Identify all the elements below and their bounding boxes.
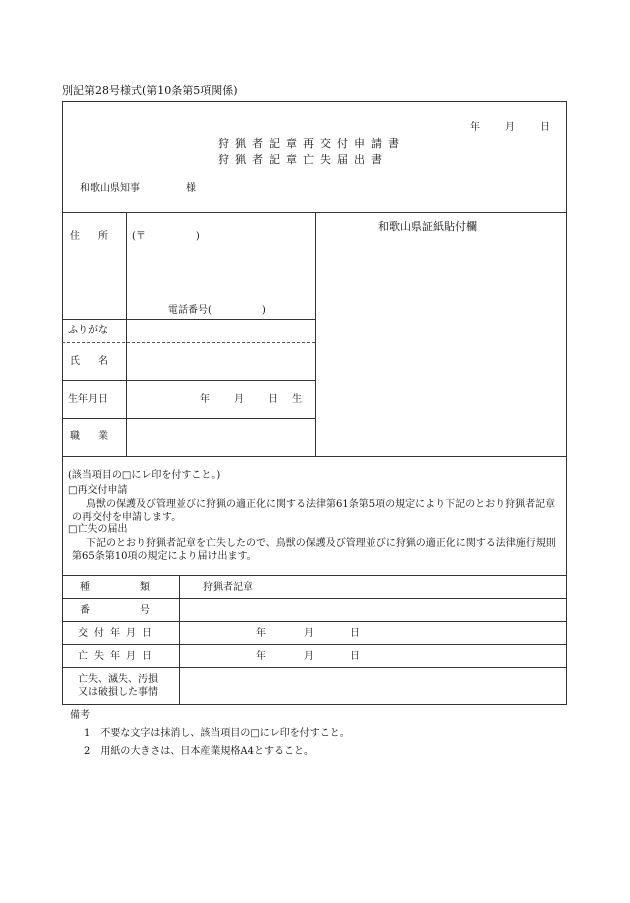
occupation-label: 職 業 [70,431,112,442]
number-label: 番 号 [80,605,170,616]
divider-number [62,621,567,622]
stamp-area-label: 和歌山県証紙貼付欄 [378,220,477,233]
addressee-honorific: 様 [186,183,196,194]
birth-year: 年 [200,394,210,405]
instruction-note: (該当項目の□にレ印を付すこと。) [68,470,221,481]
remark-item: 2 用紙の大きさは、日本産業規格A4とすること。 [84,746,314,757]
loss-date-label: 亡失年月日 [78,651,158,662]
circumstance-label-line2: 又は破損した事情 [78,687,158,698]
name-label: 氏 名 [70,356,112,367]
divider-stamp-column [315,212,316,456]
title-reissue: 狩猟者記章再交付申請書 [218,137,405,150]
form-number-label: 別記第28号様式(第10条第5項関係) [62,84,238,97]
birth-suffix: 生 [292,394,302,405]
divider-loss [62,667,567,668]
divider-furigana [62,342,315,343]
reissue-text: 鳥獣の保護及び管理並びに狩猟の適正化に関する法律第61条第5項の規定により下記のとおり狩猟者記章の再交付を申請します。 [72,499,556,523]
circumstance-label-line1: 亡失、滅失、汚損 [78,674,158,685]
loss-text: 下記のとおり狩猟者記章を亡失したので、鳥獣の保護及び管理並びに狩猟の適正化に関する法律施行規則第65条第10項の規定により届け出ます。 [72,538,556,562]
address-label: 住 所 [70,231,112,242]
divider-birth [62,418,315,419]
date-year: 年 [470,122,480,133]
phone-number: 電話番号( ) [168,305,266,316]
furigana-label: ふりがな [68,325,108,336]
issue-date-label: 交付年月日 [78,628,158,639]
reissue-checkbox-label[interactable]: □再交付申請 [68,485,128,496]
kind-label: 種 類 [80,582,170,593]
divider-issue [62,644,567,645]
kind-value: 狩猟者記章 [203,582,253,593]
birth-day: 日 [268,394,278,405]
date-month: 月 [505,122,515,133]
remark-item: 1 不要な文字は抹消し、該当項目の□にレ印を付すこと。 [84,728,350,739]
birth-month: 月 [234,394,244,405]
divider-label-column [126,212,127,456]
loss-checkbox-label[interactable]: □亡失の届出 [68,524,128,535]
title-loss: 狩猟者記章亡失届出書 [218,153,388,166]
divider-address [62,319,315,320]
loss-year: 年 [256,651,266,662]
date-day: 日 [540,122,550,133]
divider-details-top [62,575,567,576]
divider-kind [62,598,567,599]
divider-applicant-bottom [62,456,567,457]
issue-year: 年 [256,628,266,639]
divider-name [62,380,315,381]
remarks-title: 備考 [70,710,90,721]
loss-day: 日 [350,651,360,662]
issue-day: 日 [350,628,360,639]
divider-details-column [179,575,180,705]
issue-month: 月 [304,628,314,639]
loss-month: 月 [304,651,314,662]
birth-label: 生年月日 [68,394,108,405]
postal-code: (〒 ) [132,231,200,242]
addressee-name: 和歌山県知事 [80,183,140,194]
